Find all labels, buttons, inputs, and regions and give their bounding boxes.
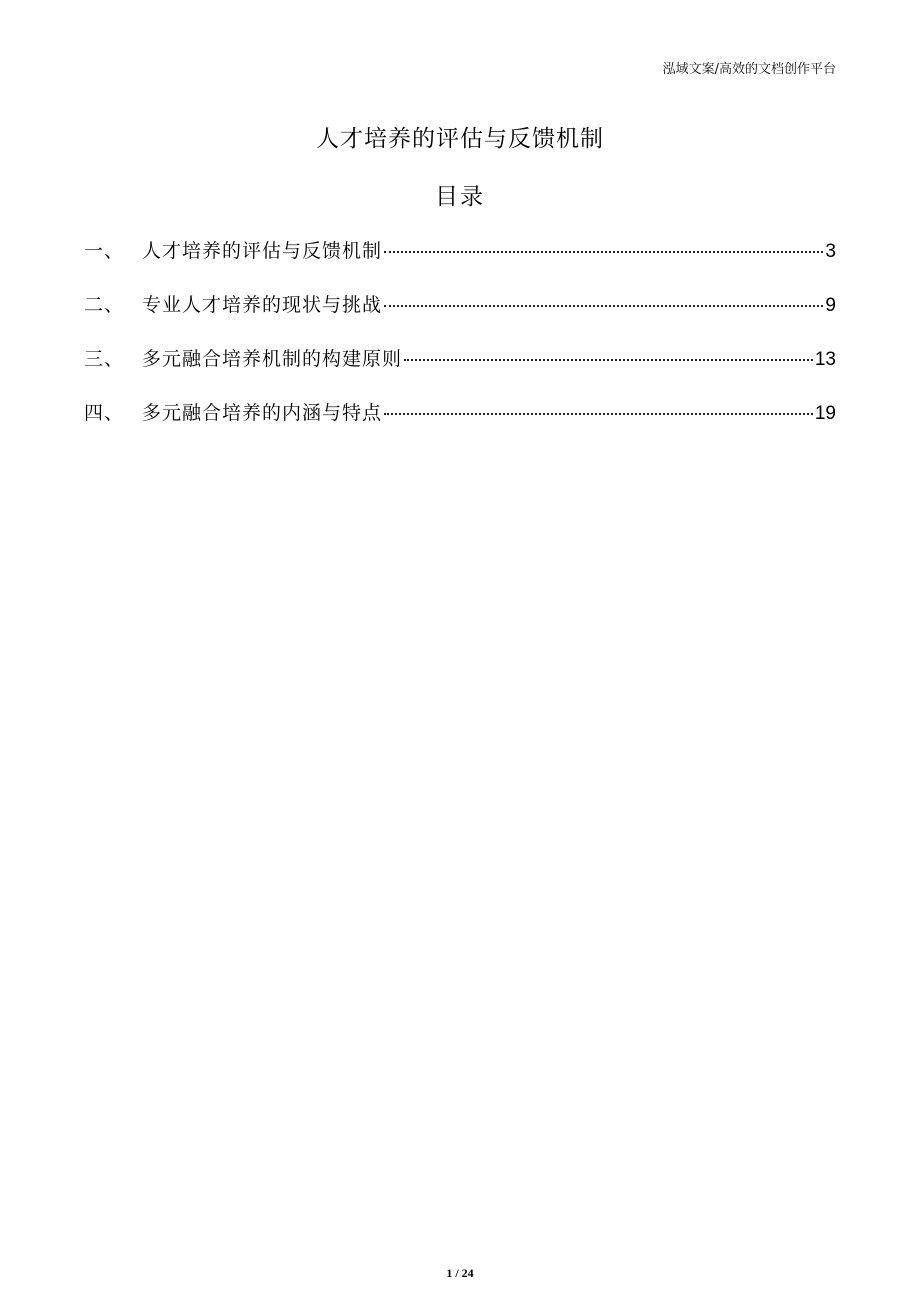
toc-dot-leader <box>384 413 813 415</box>
toc-dot-leader <box>384 305 823 307</box>
toc-entry-page: 3 <box>825 241 836 262</box>
toc-heading: 目录 <box>435 184 485 210</box>
toc-entry-title: 专业人才培养的现状与挑战 <box>142 294 383 316</box>
toc-entry-number: 四、 <box>84 402 125 424</box>
page-number-indicator: 1 / 24 <box>446 1266 474 1280</box>
toc-entry-page: 13 <box>814 349 836 370</box>
toc-entry-number: 二、 <box>84 294 125 316</box>
toc-entry-page: 9 <box>825 295 836 316</box>
table-of-contents <box>84 236 836 452</box>
toc-dot-leader <box>404 359 813 361</box>
toc-entry-page: 19 <box>814 403 836 424</box>
toc-entry-title: 人才培养的评估与反馈机制 <box>142 240 383 262</box>
toc-entry-title: 多元融合培养机制的构建原则 <box>142 348 403 370</box>
toc-dot-leader <box>384 251 823 253</box>
toc-entry-title: 多元融合培养的内涵与特点 <box>142 402 383 424</box>
toc-entry-2[interactable] <box>84 290 836 320</box>
document-title: 人才培养的评估与反馈机制 <box>316 126 604 152</box>
toc-entry-number: 一、 <box>84 240 125 262</box>
header-divider <box>82 84 838 85</box>
toc-entry-1[interactable] <box>84 236 836 266</box>
toc-entry-4[interactable] <box>84 398 836 428</box>
toc-entry-3[interactable] <box>84 344 836 374</box>
toc-entry-number: 三、 <box>84 348 125 370</box>
page-header: 泓域文案/高效的文档创作平台 <box>662 62 836 77</box>
